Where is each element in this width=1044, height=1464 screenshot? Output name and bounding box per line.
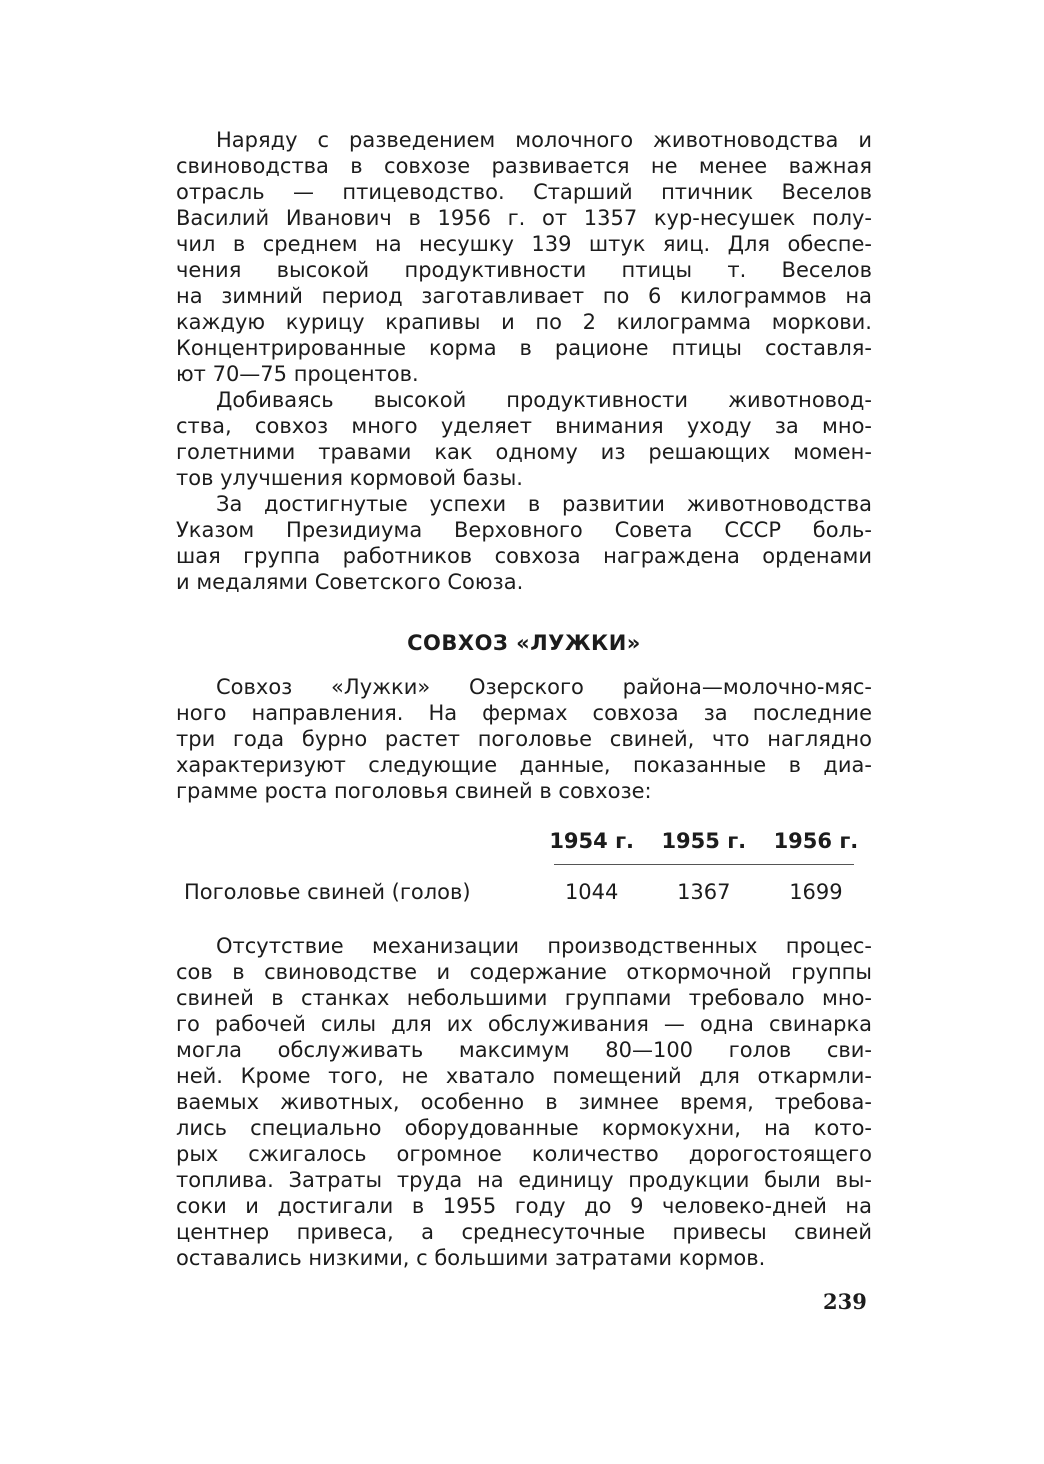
text-line: рых сжигалось огромное количество дорогостоящего <box>176 1142 872 1166</box>
text-line: тов улучшения кормовой базы. <box>176 466 523 490</box>
text-block-top <box>176 127 872 595</box>
text-line: Указом Президиума Верховного Совета СССР боль- <box>176 518 872 542</box>
year-header-1956: 1956 г. <box>773 829 859 853</box>
text-line: отрасль — птицеводство. Старший птичник Веселов <box>176 180 872 204</box>
text-line: ваемых животных, особенно в зимнее время, требова- <box>176 1090 872 1114</box>
text-line: свиноводства в совхозе развивается не менее важная <box>176 154 872 178</box>
text-line: чения высокой продуктивности птицы т. Веселов <box>176 258 872 282</box>
text-line: За достигнутые успехи в развитии животноводства <box>216 492 872 516</box>
table-header-row <box>176 828 872 854</box>
table-row <box>176 879 872 905</box>
text-line: Концентрированные корма в рационе птицы составля- <box>176 336 872 360</box>
text-line: ного направления. На фермах совхоза за последние <box>176 701 872 725</box>
text-line: грамме роста поголовья свиней в совхозе: <box>176 779 652 803</box>
text-line: Добиваясь высокой продуктивности животновод- <box>216 388 872 412</box>
text-line: го рабочей силы для их обслуживания — одна свинарка <box>176 1012 872 1036</box>
text-line: и медалями Советского Союза. <box>176 570 524 594</box>
text-line: сов в свиноводстве и содержание откормочной группы <box>176 960 872 984</box>
text-line: свиней в станках небольшими группами требовало мно- <box>176 986 872 1010</box>
page-body <box>176 127 872 1271</box>
page-number: 239 <box>823 1289 867 1314</box>
table-rule <box>554 864 854 865</box>
text-line: соки и достигали в 1955 году до 9 человеко-дней на <box>176 1194 872 1218</box>
value-1956: 1699 <box>789 880 843 904</box>
year-header-1954: 1954 г. <box>549 829 635 853</box>
text-line: оставались низкими, с большими затратами кормов. <box>176 1246 766 1270</box>
text-line: топлива. Затраты труда на единицу продукции были вы- <box>176 1168 872 1192</box>
value-1954: 1044 <box>564 880 619 904</box>
year-header-1955: 1955 г. <box>661 829 747 853</box>
row-label: Поголовье свиней (голов) <box>184 880 471 904</box>
section-heading: СОВХОЗ «ЛУЖКИ» <box>407 631 641 655</box>
text-line: центнер привеса, а среднесуточные привесы свиней <box>176 1220 872 1244</box>
text-line: ства, совхоз много уделяет внимания уходу за мно- <box>176 414 872 438</box>
pig-population-table <box>176 828 872 905</box>
text-line: Наряду с разведением молочного животноводства и <box>216 128 872 152</box>
text-line: каждую курицу крапивы и по 2 килограмма моркови. <box>176 310 872 334</box>
text-block-bottom <box>176 933 872 1271</box>
text-line: Отсутствие механизации производственных процес- <box>216 934 872 958</box>
text-line: характеризуют следующие данные, показанные в диа- <box>176 753 872 777</box>
text-line: голетними травами как одному из решающих момен- <box>176 440 872 464</box>
text-line: могла обслуживать максимум 80—100 голов сви- <box>176 1038 872 1062</box>
text-block-intro <box>176 674 872 804</box>
text-line: Совхоз «Лужки» Озерского района—молочно-мяс- <box>216 675 872 699</box>
text-line: на зимний период заготавливает по 6 килограммов на <box>176 284 872 308</box>
text-line: ней. Кроме того, не хватало помещений для откармли- <box>176 1064 872 1088</box>
value-1955: 1367 <box>677 880 731 904</box>
text-line: чил в среднем на несушку 139 штук яиц. Для обеспе- <box>176 232 872 256</box>
text-line: три года бурно растет поголовье свиней, что наглядно <box>176 727 872 751</box>
text-line: ют 70—75 процентов. <box>176 362 419 386</box>
text-line: шая группа работников совхоза награждена орденами <box>176 544 872 568</box>
text-line: Василий Иванович в 1956 г. от 1357 кур-несушек полу- <box>176 206 872 230</box>
text-line: лись специально оборудованные кормокухни, на кото- <box>176 1116 872 1140</box>
